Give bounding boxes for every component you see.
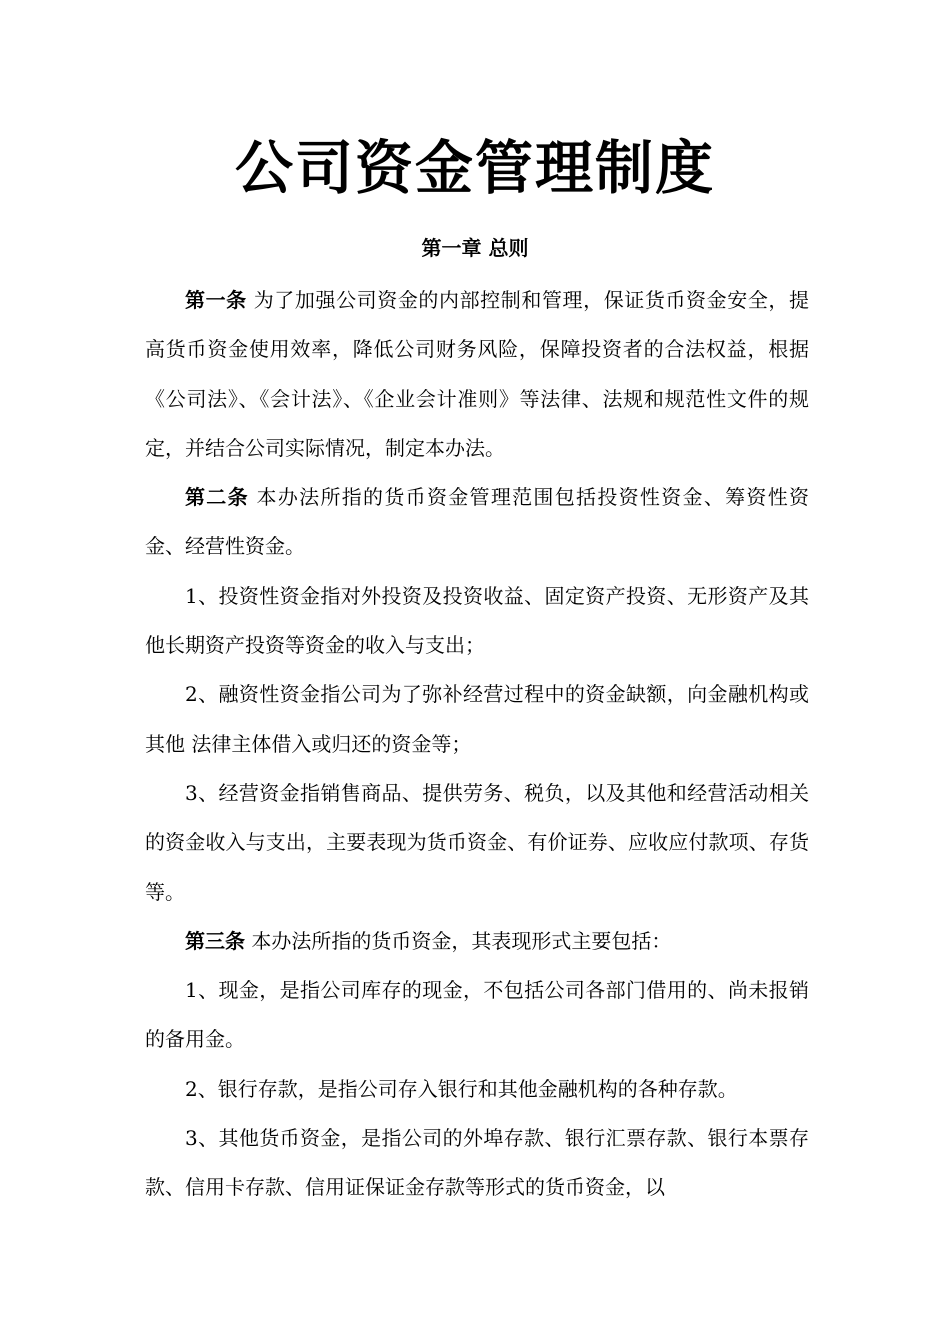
paragraph-text: 3、经营资金指销售商品、提供劳务、税负，以及其他和经营活动相关的资金收入与支出，主要表现为货币资金、有价证券、应收应付款项、存货等。 — [145, 780, 809, 904]
paragraph-text: 为了加强公司资金的内部控制和管理，保证货币资金安全，提高货币资金使用效率，降低公司财务风险，保障投资者的合法权益，根据《公司法》、《会计法》、《企业会计准则》等法律、法规和规范性文件的规定，并结合公司实际情况，制定本办法。 — [145, 288, 809, 460]
paragraph-text: 3、其他货币资金，是指公司的外埠存款、银行汇票存款、银行本票存款、信用卡存款、信用证保证金存款等形式的货币资金，以 — [145, 1126, 809, 1200]
article-2-item-2 — [145, 670, 809, 769]
article-label: 第三条 — [185, 928, 245, 953]
document-body — [145, 276, 809, 1213]
article-3-paragraph — [145, 917, 809, 966]
article-3-item-2 — [145, 1065, 809, 1114]
article-2-item-1 — [145, 572, 809, 671]
article-3-item-3 — [145, 1114, 809, 1213]
paragraph-text: 1、投资性资金指对外投资及投资收益、固定资产投资、无形资产及其他长期资产投资等资金的收入与支出； — [145, 583, 809, 658]
document-title: 公司资金管理制度 — [234, 134, 715, 202]
article-3-item-1 — [145, 966, 809, 1065]
paragraph-text: 本办法所指的货币资金，其表现形式主要包括： — [245, 928, 672, 953]
paragraph-text: 1、现金，是指公司库存的现金，不包括公司各部门借用的、尚未报销的备用金。 — [145, 978, 809, 1052]
article-1-paragraph — [145, 276, 809, 473]
article-label: 第一条 — [185, 288, 247, 312]
chapter-title: 第一章 总则 — [421, 236, 529, 260]
article-label: 第二条 — [185, 485, 249, 510]
article-2-item-3 — [145, 769, 809, 917]
article-2-paragraph — [145, 473, 809, 572]
paragraph-text: 本办法所指的货币资金管理范围包括投资性资金、筹资性资金、经营性资金。 — [145, 485, 810, 559]
paragraph-text: 2、融资性资金指公司为了弥补经营过程中的资金缺额，向金融机构或其他 法律主体借入或归还的资金等； — [145, 682, 809, 756]
paragraph-text: 2、银行存款，是指公司存入银行和其他金融机构的各种存款。 — [185, 1076, 738, 1101]
